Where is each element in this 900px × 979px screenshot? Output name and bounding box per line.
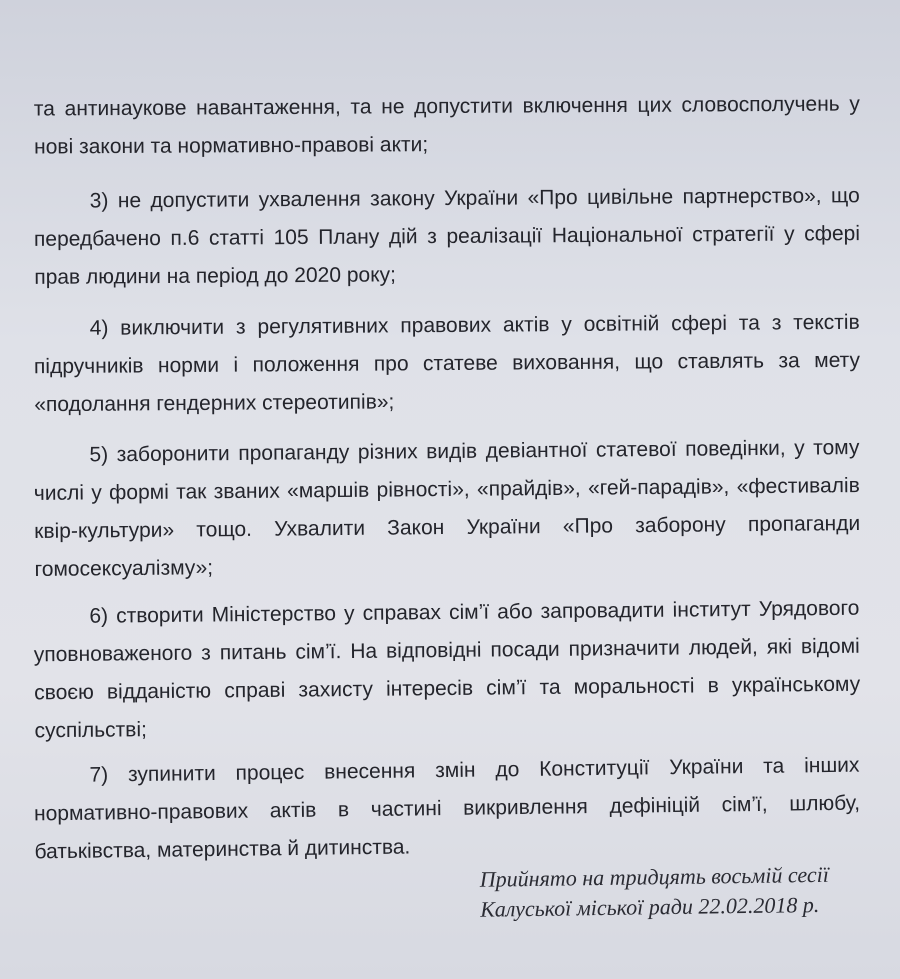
list-item-6 bbox=[33, 590, 861, 751]
list-item-text: 3) не допустити ухвалення закону України «Про цивільне партнерство», що передбачено п.6 статті 105 Плану дій з реалізації Національної стратегії у сфері прав людини на період до 2020 року; bbox=[33, 184, 861, 289]
list-item-text: 5) заборонити пропаганду різних видів девіантної статевої поведінки, у тому числі у формі так званих «маршів рівності», «прайдів», «гей-парадів», «фестивалів квір-культури» тощо. Ухвалити Закон України «Про заборону пропаганди гомосексуалізму»; bbox=[33, 436, 861, 581]
list-item-text: 4) виключити з регулятивних правових актів у освітній сфері та з текстів підручників норми і положення про статеве виховання, що ставлять за мету «подолання гендерних стереотипів»; bbox=[33, 310, 861, 417]
adoption-note bbox=[480, 859, 871, 924]
intro-text: та антинаукове навантаження, та не допустити включення цих словосполучень у нові закони та нормативно-правові акти; bbox=[33, 92, 860, 159]
list-item-4 bbox=[34, 304, 861, 424]
list-item-7 bbox=[33, 747, 860, 872]
adoption-note-line1: Прийнято на тридцять восьмій сесії bbox=[479, 861, 830, 892]
list-item-text: 7) зупинити процес внесення змін до Конституції України та інших нормативно-правових актів в частині викривлення дефініцій сім’ї, шлюбу, батьківства, материнства й дитинства. bbox=[33, 753, 861, 864]
list-item-3 bbox=[34, 177, 861, 297]
list-item-text: 6) створити Міністерство у справах сім’ї або запровадити інститут Урядового уповноваженого з питань сім’ї. На відповідні посади призначити людей, які відомі своєю відданістю справі захисту інтересів сім’ї та моральності в українському суспільстві; bbox=[33, 596, 861, 743]
adoption-note-line2: Калуської міської ради 22.02.2018 р. bbox=[480, 891, 820, 922]
intro-paragraph bbox=[34, 85, 860, 166]
list-item-5 bbox=[33, 429, 860, 589]
